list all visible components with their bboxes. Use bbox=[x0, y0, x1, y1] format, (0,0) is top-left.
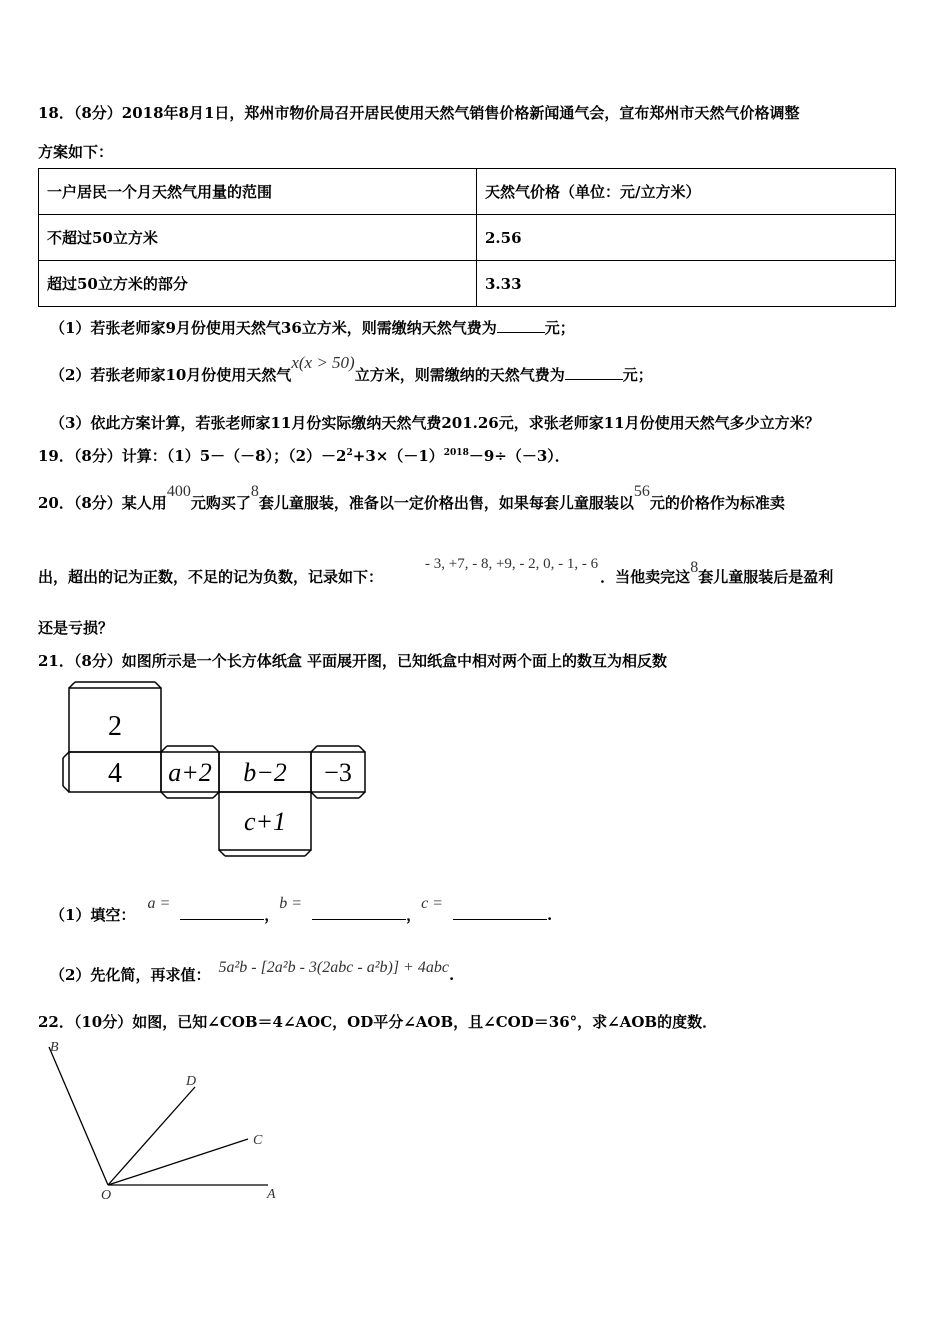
q20-line1 bbox=[38, 483, 785, 513]
q20-number-56: 56 bbox=[633, 483, 650, 500]
net-face-2: 2 bbox=[108, 711, 122, 742]
separator: ， bbox=[264, 906, 280, 924]
q18-part2-unit: 元； bbox=[622, 366, 653, 384]
answer-blank-b[interactable] bbox=[312, 905, 406, 920]
table-cell: 不超过50立方米 bbox=[39, 215, 477, 261]
net-face-c-plus-1: c+1 bbox=[243, 807, 287, 836]
table-header-row bbox=[39, 169, 896, 215]
label-d: D bbox=[186, 1074, 197, 1089]
q21-part1 bbox=[50, 895, 553, 925]
q20-text: 套儿童服装，准备以一定价格出售，如果每套儿童服装以 bbox=[258, 494, 634, 512]
q20-line3: 还是亏损？ bbox=[38, 619, 114, 637]
table-cell: 2.56 bbox=[477, 215, 896, 261]
q18-part2-mid: 立方米，则需缴纳的天然气费为 bbox=[354, 366, 565, 384]
q21-expression: 5a²b - [2a²b - 3(2abc - a²b)] + 4abc bbox=[218, 959, 449, 976]
q20-records: - 3, +7, - 8, +9, - 2, 0, - 1, - 6 bbox=[425, 556, 599, 572]
period: . bbox=[546, 906, 553, 924]
net-face-4: 4 bbox=[108, 758, 122, 789]
q18-part1 bbox=[50, 317, 575, 338]
q19-suffix: －9÷（－3）． bbox=[468, 447, 570, 465]
q18-part2-math: x(x > 50) bbox=[291, 353, 355, 372]
answer-blank-c[interactable] bbox=[453, 905, 547, 920]
q19 bbox=[38, 445, 570, 466]
period: . bbox=[448, 966, 455, 984]
q18-part3: （3）依此方案计算，若张老师家11月份实际缴纳天然气费201.26元，求张老师家11月份使用天然气多少立方米？ bbox=[50, 414, 820, 432]
label-a: A bbox=[267, 1187, 276, 1202]
q20-text: ．当他卖完这 bbox=[600, 568, 691, 586]
label-o: O bbox=[101, 1188, 112, 1203]
label-c: C bbox=[253, 1133, 263, 1148]
q20-text: 出，超出的记为正数，不足的记为负数，记录如下： bbox=[38, 568, 384, 586]
q18-part1-text: （1）若张老师家9月份使用天然气36立方米，则需缴纳天然气费为 bbox=[50, 319, 497, 337]
q20-number-400: 400 bbox=[166, 483, 191, 500]
table-row bbox=[39, 215, 896, 261]
q18-part2-text: （2）若张老师家10月份使用天然气 bbox=[50, 366, 292, 384]
net-face-minus-3: −3 bbox=[324, 758, 352, 787]
q19-exponent-2018: 2018 bbox=[443, 448, 469, 458]
q20-number-8: 8 bbox=[250, 483, 259, 500]
q20-text: 20．（8分）某人用 bbox=[38, 494, 167, 512]
q20-line2 bbox=[38, 556, 834, 587]
q21-title: 21．（8分）如图所示是一个长方体纸盒 平面展开图，已知纸盒中相对两个面上的数互为相反数 bbox=[38, 652, 668, 670]
c-equals: c = bbox=[421, 895, 443, 912]
net-face-b-minus-2: b−2 bbox=[243, 758, 287, 787]
answer-blank[interactable] bbox=[565, 365, 623, 380]
q18-line2: 方案如下： bbox=[38, 143, 114, 161]
table-header-range: 一户居民一个月天然气用量的范围 bbox=[39, 169, 477, 215]
q20-number-8: 8 bbox=[690, 559, 699, 576]
a-equals: a = bbox=[147, 895, 171, 912]
q18-part1-unit: 元； bbox=[544, 319, 575, 337]
net-face-a-plus-2: a+2 bbox=[168, 758, 212, 787]
table-cell: 超过50立方米的部分 bbox=[39, 261, 477, 307]
q20-text: 元购买了 bbox=[190, 494, 251, 512]
q22-text: 22．（10分）如图，已知∠COB＝4∠AOC，OD平分∠AOB，且∠COD＝36°，求∠AOB的度数． bbox=[38, 1013, 718, 1031]
table-cell: 3.33 bbox=[477, 261, 896, 307]
box-net-figure bbox=[55, 680, 375, 860]
q21-part1-label: （1）填空： bbox=[50, 906, 136, 924]
gas-price-table bbox=[38, 168, 896, 307]
table-row bbox=[39, 261, 896, 307]
q20-text: 元的价格作为标准卖 bbox=[649, 494, 785, 512]
q18-line1: 18．（8分）2018年8月1日，郑州市物价局召开居民使用天然气销售价格新闻通气会，宣布郑州市天然气价格调整 bbox=[38, 104, 800, 122]
q19-exponent: 2 bbox=[346, 448, 353, 458]
q19-text: 19．（8分）计算：（1）5－（－8）；（2）－2 bbox=[38, 447, 347, 465]
q19-mid: +3×（－1） bbox=[352, 447, 444, 465]
table-header-price: 天然气价格（单位：元/立方米） bbox=[477, 169, 896, 215]
q21-part2 bbox=[50, 959, 455, 985]
angle-figure bbox=[40, 1035, 300, 1210]
b-equals: b = bbox=[279, 895, 303, 912]
q20-text: 套儿童服装后是盈利 bbox=[698, 568, 834, 586]
answer-blank[interactable] bbox=[497, 318, 545, 333]
separator: ， bbox=[406, 906, 422, 924]
q18-part2 bbox=[50, 353, 653, 385]
q21-part2-label: （2）先化简，再求值： bbox=[50, 966, 211, 984]
answer-blank-a[interactable] bbox=[180, 905, 264, 920]
label-b: B bbox=[50, 1040, 59, 1055]
